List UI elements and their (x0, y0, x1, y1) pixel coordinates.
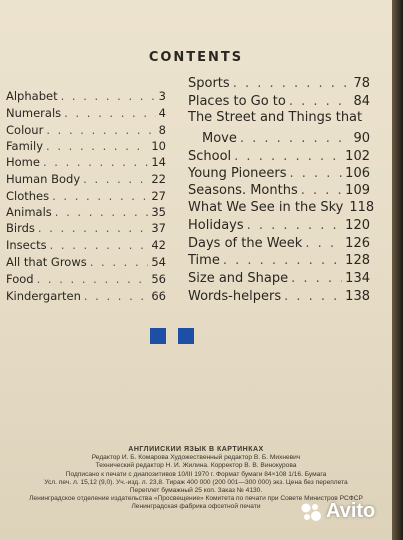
toc-leader-dots (50, 238, 149, 252)
toc-entry-label: The Street and Things that (188, 110, 363, 125)
imprint-line: Переплет бумажный 25 коп. Заказ № 4130. (129, 487, 263, 495)
toc-leader-dots (233, 76, 351, 91)
toc-entry-page: 138 (345, 289, 370, 304)
toc-entry-label: Seasons. Months (188, 183, 298, 198)
toc-leader-dots (84, 289, 148, 303)
toc-leader-dots (43, 155, 148, 169)
blue-square (150, 328, 166, 344)
imprint-line: Редактор И. Б. Комарова Художественный редактор В. Б. Михневич (91, 454, 301, 462)
toc-entry-label: Clothes (6, 189, 50, 203)
toc-entry-label: Insects (6, 238, 47, 252)
toc-leader-dots (46, 139, 148, 153)
toc-entry (188, 110, 362, 125)
toc-entry-label: Size and Shape (188, 271, 289, 286)
toc-entry-label: Time (188, 253, 220, 268)
toc-entry-label: All that Grows (6, 255, 87, 269)
toc-entry-page: 35 (151, 205, 166, 219)
toc-entry (188, 218, 370, 233)
toc-entry (188, 253, 370, 268)
toc-entry (6, 272, 166, 286)
toc-leader-dots (284, 289, 342, 304)
toc-entry (6, 155, 166, 169)
toc-leader-dots (64, 106, 156, 120)
toc-entry (188, 183, 370, 198)
toc-leader-dots (223, 253, 342, 268)
toc-entry (6, 189, 166, 203)
toc-entry (6, 238, 166, 252)
toc-entry-label: Holidays (188, 218, 244, 233)
toc-entry (188, 76, 370, 91)
toc-leader-dots (46, 123, 155, 137)
toc-leader-dots (305, 236, 342, 251)
toc-entry-label: Kindergarten (6, 289, 81, 303)
toc-leader-dots (247, 218, 343, 233)
toc-leader-dots (240, 131, 351, 146)
toc-entry-page: 22 (151, 172, 166, 186)
toc-entry-page: 128 (345, 253, 370, 268)
toc-entry (6, 221, 166, 235)
toc-leader-dots (37, 272, 149, 286)
toc-entry-page: 90 (353, 131, 370, 146)
toc-entry (188, 271, 370, 286)
toc-entry (188, 236, 370, 251)
toc-entry (188, 200, 375, 215)
toc-leader-dots (234, 149, 342, 164)
toc-entry (6, 139, 166, 153)
toc-entry (202, 131, 370, 146)
toc-entry-label: Numerals (6, 106, 62, 120)
toc-leader-dots (301, 183, 342, 198)
toc-leader-dots (38, 221, 148, 235)
toc-entry (188, 149, 370, 164)
toc-entry-page: 37 (151, 221, 166, 235)
book-edge-shadow (392, 0, 403, 540)
toc-entry-page: 56 (151, 272, 166, 286)
toc-entry-label: Colour (6, 123, 44, 137)
imprint-line: Усл. печ. л. 15,12 (9,0). Уч.-изд. л. 23,8. Тираж 400 000 (200 001—300 000) экз. Цена без переплета (44, 478, 348, 486)
toc-entry-label: Places to Go to (188, 94, 286, 109)
toc-entry (188, 289, 370, 304)
imprint-line: Ленинградская фабрика офсетной печати (131, 503, 261, 511)
imprint-line: Ленинградское отделение издательства «Просвещение» Комитета по печати при Совете Министров РСФСР (29, 495, 363, 503)
toc-entry-page: 78 (353, 76, 370, 91)
imprint-heading: АНГЛИЙСКИЙ ЯЗЫК В КАРТИНКАХ (128, 446, 264, 453)
toc-entry (6, 289, 166, 303)
blue-square (178, 328, 194, 344)
toc-entry-page: 4 (158, 106, 166, 120)
toc-entry-label: School (188, 149, 232, 164)
toc-leader-dots (52, 189, 148, 203)
toc-entry-label: Sports (188, 76, 230, 91)
toc-entry-page: 120 (345, 218, 370, 233)
toc-entry-label: Alphabet (6, 89, 58, 103)
imprint-line: Подписано к печати с диапозитивов 10/III 1970 г. Формат бумаги 84×108 1/16. Бумага (65, 470, 327, 478)
toc-leader-dots (290, 166, 343, 181)
toc-entry-page: 109 (345, 183, 370, 198)
toc-entry-page: 106 (345, 166, 370, 181)
toc-entry-label: What We See in the Sky (188, 200, 344, 215)
toc-entry-label: Food (6, 272, 34, 286)
toc-entry (6, 89, 166, 103)
toc-entry-page: 3 (158, 89, 166, 103)
toc-entry (6, 172, 166, 186)
watermark-text: Avito (326, 500, 376, 522)
toc-entry (6, 205, 166, 219)
toc-entry-page: 10 (151, 139, 166, 153)
toc-entry (6, 123, 166, 137)
toc-leader-dots (289, 94, 351, 109)
toc-entry (188, 166, 370, 181)
toc-entry-page: 102 (345, 149, 370, 164)
toc-leader-dots (55, 205, 149, 219)
toc-entry-label: Home (6, 155, 40, 169)
toc-entry-label: Human Body (6, 172, 81, 186)
toc-entry-label: Family (6, 139, 44, 153)
toc-leader-dots (291, 271, 342, 286)
toc-entry-page: 27 (151, 189, 166, 203)
toc-entry (188, 94, 370, 109)
toc-entry (6, 106, 166, 120)
toc-entry-page: 14 (151, 155, 166, 169)
toc-entry (6, 255, 166, 269)
toc-entry-label: Move (202, 131, 237, 146)
toc-entry-page: 42 (151, 238, 166, 252)
imprint-line: Технический редактор Н. И. Жилина. Корректор В. В. Винокурова (95, 462, 297, 470)
avito-watermark (300, 500, 375, 523)
toc-entry-page: 66 (151, 289, 166, 303)
toc-entry-page: 126 (345, 236, 370, 251)
toc-entry-label: Words-helpers (188, 289, 282, 304)
toc-entry-label: Young Pioneers (188, 166, 287, 181)
toc-leader-dots (83, 172, 148, 186)
avito-logo-icon (300, 501, 322, 523)
toc-entry-label: Birds (6, 221, 35, 235)
toc-entry-label: Days of the Week (188, 236, 303, 251)
toc-entry-page: 84 (353, 94, 370, 109)
toc-leader-dots (90, 255, 149, 269)
toc-entry-page: 54 (151, 255, 166, 269)
toc-entry-page: 8 (158, 123, 166, 137)
contents-title: CONTENTS (148, 50, 244, 65)
toc-leader-dots (61, 89, 156, 103)
toc-entry-page: 118 (349, 200, 375, 215)
toc-entry-page: 134 (345, 271, 370, 286)
toc-entry-label: Animals (6, 205, 52, 219)
